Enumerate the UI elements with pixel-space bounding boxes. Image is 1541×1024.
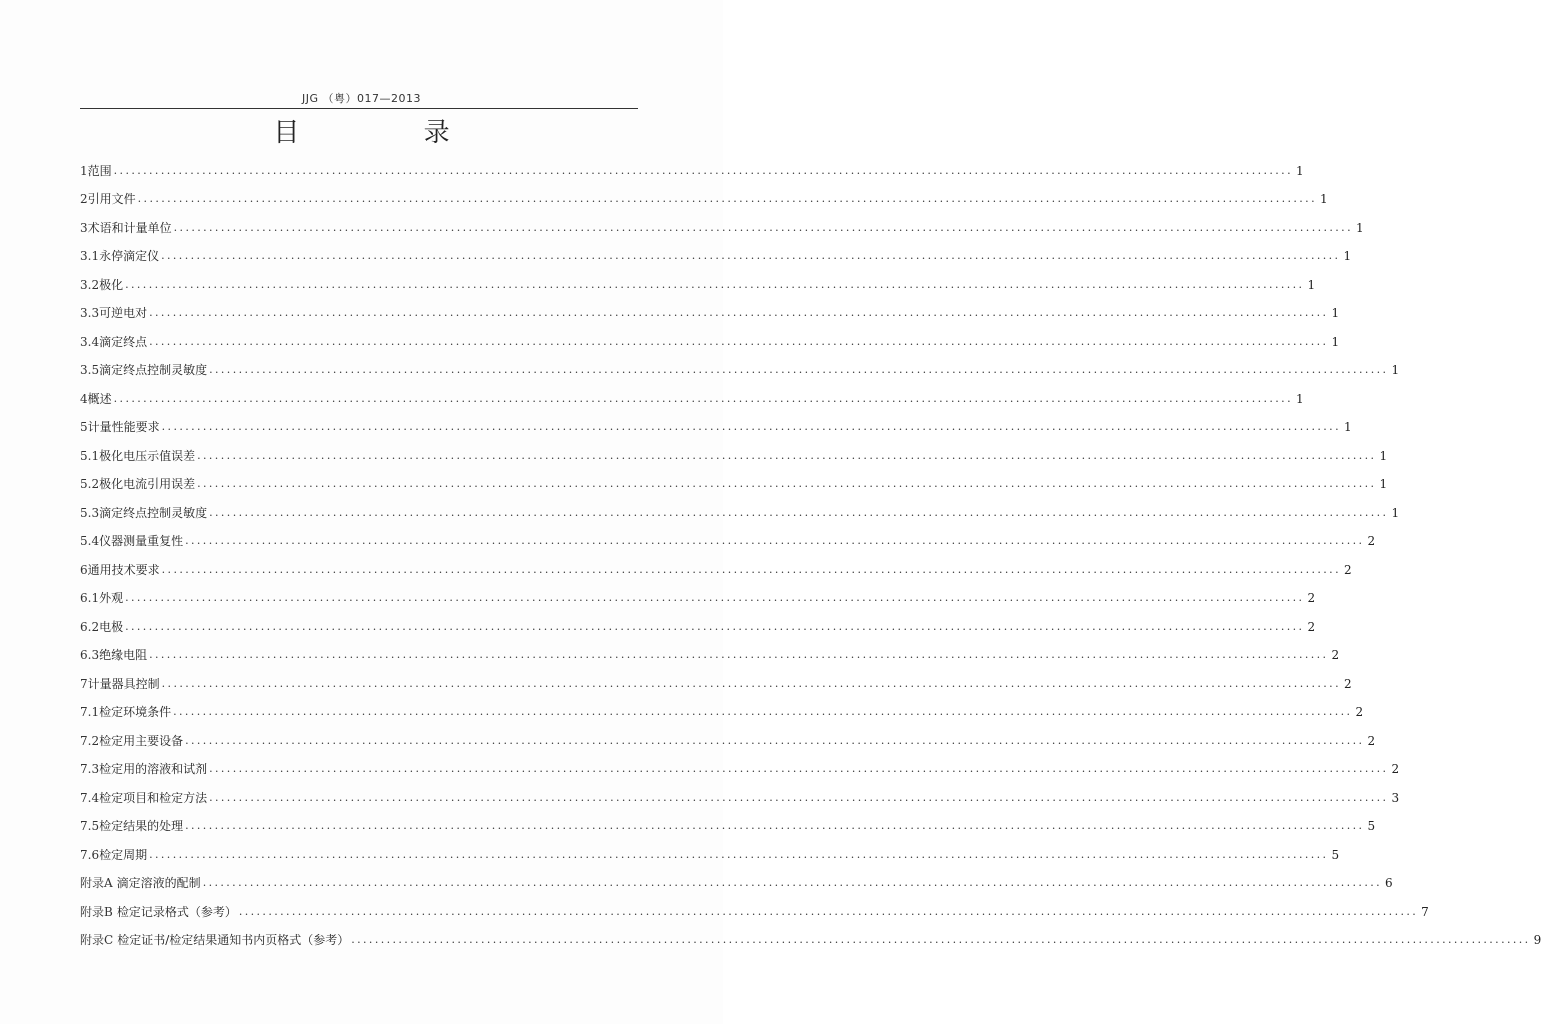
toc-entry-number: 3.4 — [80, 334, 100, 349]
toc-entry-title: 检定证书/检定结果通知书内页格式（参考） — [117, 933, 350, 947]
toc-entry — [80, 548, 1352, 577]
toc-dot-leader: ........................................................................................................................................................................................................ — [149, 306, 1329, 319]
toc-dot-leader: ........................................................................................................................................................................................................ — [173, 705, 1353, 718]
toc-dot-leader: ........................................................................................................................................................................................................ — [209, 762, 1389, 775]
toc-entry-number: 1 — [80, 163, 88, 178]
toc-dot-leader: ........................................................................................................................................................................................................ — [113, 163, 1293, 177]
toc-entry-number: 6.2 — [80, 619, 100, 634]
toc-entry-number: 附录B — [80, 904, 113, 919]
toc-entry — [80, 178, 1328, 207]
toc-entry — [80, 491, 1400, 520]
toc-entry-number: 6.1 — [80, 591, 100, 605]
toc-entry-title: 绝缘电阻 — [99, 648, 148, 662]
toc-entry-page: 1 — [1319, 192, 1328, 206]
toc-dot-leader: ........................................................................................................................................................................................................ — [161, 249, 1341, 262]
toc-entry-page: 2 — [1331, 648, 1340, 662]
toc-entry — [80, 349, 1400, 378]
header-rule — [80, 108, 638, 109]
toc-entry-page: 1 — [1379, 477, 1388, 491]
toc-entry-number: 3.3 — [80, 306, 100, 320]
toc-dot-leader: ........................................................................................................................................................................................................ — [149, 847, 1329, 861]
toc-entry-title: 检定记录格式（参考） — [116, 904, 237, 919]
toc-entry — [80, 605, 1316, 634]
toc-entry-page: 1 — [1331, 334, 1340, 349]
toc-entry-page: 9 — [1533, 933, 1541, 947]
toc-dot-leader: ........................................................................................................................................................................................................ — [149, 334, 1329, 348]
toc-entry — [80, 919, 1541, 948]
toc-entry-title: 通用技术要求 — [87, 562, 160, 577]
toc-entry-title: 引用文件 — [87, 192, 136, 206]
toc-entry-title: 检定周期 — [99, 847, 148, 862]
toc-entry — [80, 520, 1376, 549]
standard-code: JJG （粤）017—2013 — [302, 92, 421, 105]
toc-entry-number: 7.4 — [80, 790, 100, 805]
toc-entry-title: 可逆电对 — [99, 306, 148, 320]
toc-dot-leader: ........................................................................................................................................................................................................ — [351, 933, 1531, 946]
toc-entry-title: 极化电压示值误差 — [99, 448, 196, 463]
toc-dot-leader: ........................................................................................................................................................................................................ — [161, 420, 1341, 433]
toc-dot-leader: ........................................................................................................................................................................................................ — [125, 619, 1305, 633]
toc-entry — [80, 691, 1364, 720]
toc-entry-number: 2 — [80, 192, 88, 206]
toc-entry-number: 5 — [80, 420, 88, 434]
toc-entry-page: 5 — [1367, 819, 1376, 833]
toc-entry-number: 7.2 — [80, 733, 100, 748]
toc-entry-title: 检定项目和检定方法 — [99, 790, 208, 805]
toc-dot-leader: ........................................................................................................................................................................................................ — [238, 904, 1419, 918]
toc-entry-title: 极化 — [99, 277, 124, 292]
toc-dot-leader: ........................................................................................................................................................................................................ — [185, 733, 1365, 747]
toc-dot-leader: ........................................................................................................................................................................................................ — [209, 363, 1389, 376]
toc-entry-page: 1 — [1343, 420, 1352, 434]
toc-dot-leader: ........................................................................................................................................................................................................ — [185, 819, 1365, 832]
toc-entry — [80, 434, 1388, 463]
toc-entry-page: 7 — [1421, 904, 1429, 919]
toc-dot-leader: ........................................................................................................................................................................................................ — [173, 220, 1353, 234]
toc-entry — [80, 206, 1364, 235]
toc-entry — [80, 235, 1352, 264]
toc-entry-title: 仪器测量重复性 — [99, 534, 184, 548]
toc-entry-title: 滴定终点控制灵敏度 — [99, 505, 208, 520]
toc-dot-leader: ........................................................................................................................................................................................................ — [113, 391, 1293, 405]
toc-entry — [80, 577, 1316, 606]
toc-entry-number: 6.3 — [80, 648, 100, 662]
toc-dot-leader: ........................................................................................................................................................................................................ — [137, 192, 1317, 205]
toc-entry — [80, 377, 1304, 406]
toc-entry-title: 滴定终点控制灵敏度 — [99, 363, 208, 377]
toc-entry — [80, 463, 1388, 492]
toc-dot-leader: ........................................................................................................................................................................................................ — [161, 676, 1341, 690]
toc-dot-leader: ........................................................................................................................................................................................................ — [202, 876, 1383, 889]
toc-entry-page: 3 — [1391, 790, 1400, 805]
toc-entry — [80, 406, 1352, 435]
toc-dot-leader: ........................................................................................................................................................................................................ — [149, 648, 1329, 661]
toc-entry — [80, 719, 1376, 748]
toc-entry-page: 2 — [1307, 619, 1316, 634]
toc-entry-page: 1 — [1295, 163, 1304, 178]
toc-entry-title: 范围 — [87, 163, 112, 178]
toc-entry-number: 5.2 — [80, 477, 100, 491]
toc-entry-page: 1 — [1391, 505, 1400, 520]
toc-entry-number: 7.3 — [80, 762, 100, 776]
toc-entry-page: 1 — [1295, 391, 1304, 406]
toc-entry-number: 附录A — [80, 876, 113, 890]
toc-entry-number: 5.1 — [80, 448, 100, 463]
toc-entry — [80, 634, 1340, 663]
toc-entry-page: 2 — [1343, 676, 1352, 691]
toc-entry-title: 检定用的溶液和试剂 — [99, 762, 208, 776]
toc-dot-leader: ........................................................................................................................................................................................................ — [209, 505, 1389, 519]
toc-entry — [80, 833, 1340, 862]
toc-entry-page: 6 — [1385, 876, 1393, 890]
toc-entry — [80, 776, 1400, 805]
toc-entry — [80, 748, 1400, 777]
toc-entry — [80, 263, 1316, 292]
toc-entry — [80, 292, 1340, 321]
toc-entry-page: 1 — [1391, 363, 1400, 377]
toc-entry-page: 2 — [1343, 562, 1352, 577]
toc-entry-number: 5.4 — [80, 534, 100, 548]
toc-entry-page: 1 — [1379, 448, 1388, 463]
toc-entry-number: 7 — [80, 676, 88, 691]
toc-entry — [80, 662, 1352, 691]
toc-entry-title: 检定结果的处理 — [99, 819, 184, 833]
toc-entry-title: 滴定终点 — [99, 334, 148, 349]
toc-dot-leader: ........................................................................................................................................................................................................ — [209, 790, 1389, 804]
toc-entry-title: 滴定溶液的配制 — [116, 876, 201, 890]
toc-entry-page: 2 — [1391, 762, 1400, 776]
toc-entry-number: 5.3 — [80, 505, 100, 520]
toc-entry-page: 1 — [1331, 306, 1340, 320]
toc-entry-number: 7.1 — [80, 705, 100, 719]
toc-entry-page: 2 — [1367, 733, 1376, 748]
toc-entry-page: 1 — [1355, 220, 1364, 235]
toc-entry-title: 计量器具控制 — [87, 676, 160, 691]
toc-dot-leader: ........................................................................................................................................................................................................ — [197, 448, 1377, 462]
toc-entry-page: 2 — [1367, 534, 1376, 548]
toc-entry-title: 检定用主要设备 — [99, 733, 184, 748]
toc-entry — [80, 149, 1304, 178]
toc-entry-number: 4 — [80, 391, 88, 406]
toc-entry-page: 5 — [1331, 847, 1340, 862]
toc-entry — [80, 890, 1429, 919]
toc-dot-leader: ........................................................................................................................................................................................................ — [161, 562, 1341, 576]
toc-entry — [80, 805, 1376, 834]
toc-dot-leader: ........................................................................................................................................................................................................ — [197, 477, 1377, 490]
toc-entry-title: 电极 — [99, 619, 124, 634]
toc-dot-leader: ........................................................................................................................................................................................................ — [125, 591, 1305, 604]
toc-entry-title: 极化电流引用误差 — [99, 477, 196, 491]
toc-entry-number: 3 — [80, 220, 88, 235]
toc-entry-title: 永停滴定仪 — [99, 249, 160, 263]
toc-entry-page: 2 — [1307, 591, 1316, 605]
toc-entry-title: 检定环境条件 — [99, 705, 172, 719]
toc-entry-title: 术语和计量单位 — [87, 220, 172, 235]
toc-entry-number: 3.1 — [80, 249, 100, 263]
page-title: 目 录 — [273, 118, 508, 148]
toc-entry-title: 外观 — [99, 591, 124, 605]
toc-dot-leader: ........................................................................................................................................................................................................ — [125, 277, 1305, 291]
toc-entry-number: 3.5 — [80, 363, 100, 377]
toc-entry-number: 3.2 — [80, 277, 100, 292]
toc-dot-leader: ........................................................................................................................................................................................................ — [185, 534, 1365, 547]
toc-entry-page: 1 — [1343, 249, 1352, 263]
toc-entry-page: 1 — [1307, 277, 1316, 292]
toc-entry-title: 概述 — [87, 391, 112, 406]
toc-entry-number: 7.5 — [80, 819, 100, 833]
toc-entry-page: 2 — [1355, 705, 1364, 719]
toc-entry-number: 7.6 — [80, 847, 100, 862]
toc-entry — [80, 862, 1393, 891]
toc-entry-title: 计量性能要求 — [87, 420, 160, 434]
toc-entry-number: 6 — [80, 562, 88, 577]
toc-entry-number: 附录C — [80, 933, 114, 947]
toc-entry — [80, 320, 1340, 349]
table-of-contents — [80, 149, 1541, 947]
